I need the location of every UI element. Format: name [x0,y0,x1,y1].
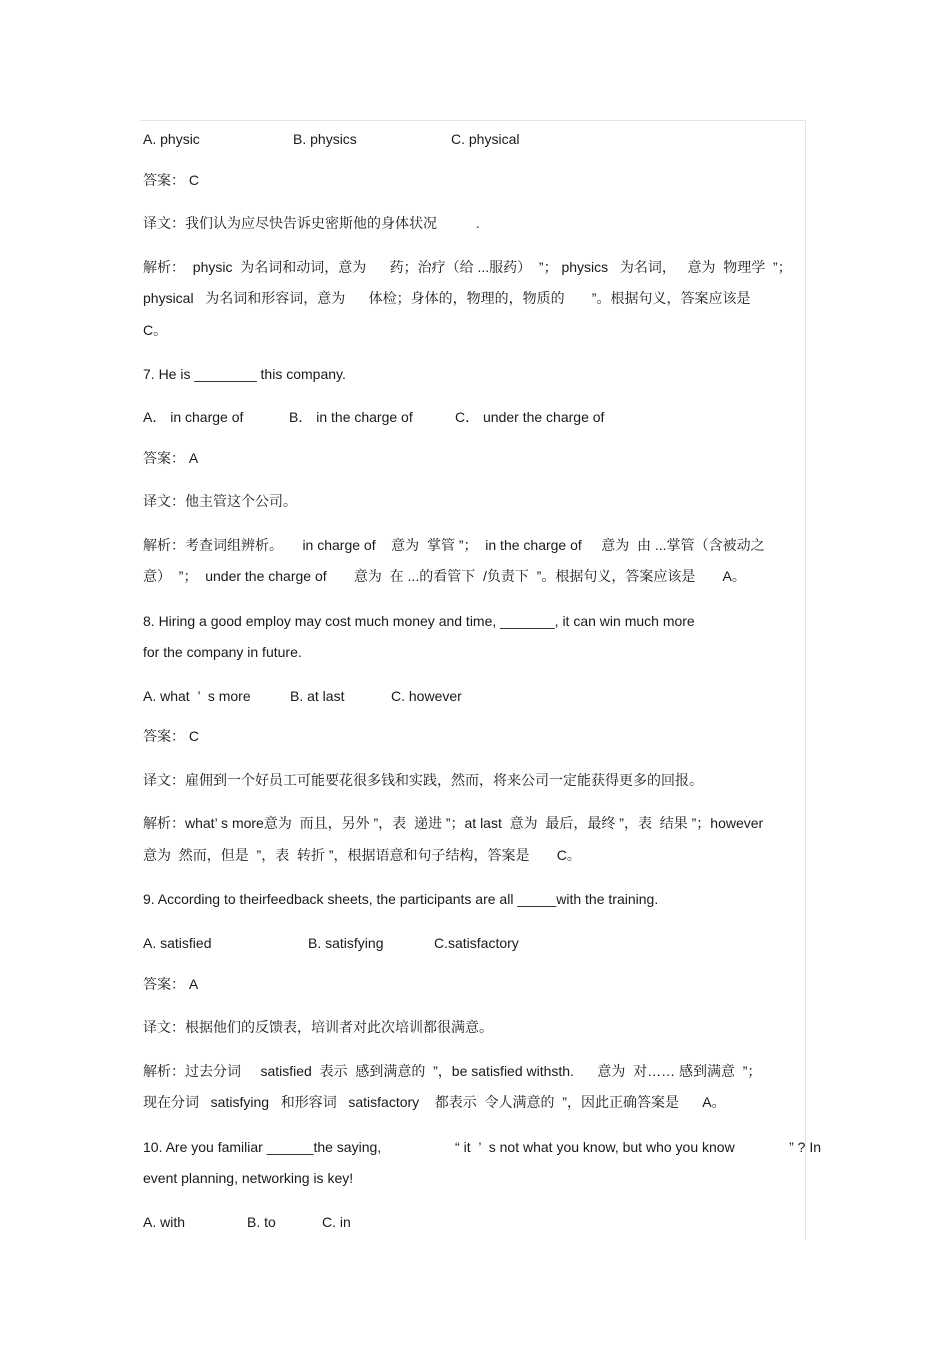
q8-translation: 译文：雇佣到一个好员工可能要花很多钱和实践，然而，将来公司一定能获得更多的回报。 [143,772,703,788]
q8-option-b: B. at last [290,688,345,704]
q9-answer: 答案： A [143,976,199,992]
q7-analysis-line-2: 意） ”； under the charge of 意为 在 ...的看管下 /负责下 ”。根据句义，答案应该是 A。 [143,568,746,584]
q9-option-c: C.satisfactory [434,935,519,951]
q9-question: 9. According to theirfeedback sheets, the participants are all _____with the training. [143,891,659,907]
q6-option-c: C. physical [451,131,520,147]
q6-option-a: A. physic [143,131,200,147]
q9-analysis-line-1: 解析：过去分词 satisfied 表示 感到满意的 ”，be satisfied withsth. 意为 对…… 感到满意 ”； [143,1063,762,1079]
q6-translation: 译文：我们认为应尽快告诉史密斯他的身体状况 . [143,215,480,231]
q10-question-line-1: 10. Are you familiar ______the saying, “ it ’ s not what you know, but who you know ” ? In [143,1139,822,1155]
q6-option-b: B. physics [293,131,357,147]
q8-option-a: A. what ’ s more [143,688,251,704]
q7-analysis-line-1: 解析：考查词组辨析。 in charge of 意为 掌管 ”； in the charge of 意为 由 ...掌管（含被动之 [143,537,765,553]
q8-question-line-1: 8. Hiring a good employ may cost much money and time, _______, it can win much more [143,613,695,629]
q9-options [143,934,743,952]
q7-options [143,408,743,426]
q10-options [143,1213,743,1231]
q7-question: 7. He is ________ this company. [143,366,346,382]
q7-translation: 译文：他主管这个公司。 [143,493,297,509]
q10-option-a: A. with [143,1214,186,1230]
q8-answer: 答案： C [143,728,199,744]
q8-question-line-2: for the company in future. [143,644,302,660]
q10-option-b: B. to [247,1214,276,1230]
q7-option-c: C． under the charge of [455,409,605,425]
q7-option-b: B． in the charge of [289,409,413,425]
q8-option-c: C. however [391,688,462,704]
q6-options [143,130,743,148]
q6-analysis-line-2: physical 为名词和形容词，意为 体检；身体的，物理的，物质的 ”。根据句义，答案应该是 [143,290,751,306]
q6-answer: 答案： C [143,172,199,188]
q10-option-c: C. in [322,1214,351,1230]
q7-option-a: A． in charge of [143,409,244,425]
q10-question-line-2: event planning, networking is key! [143,1170,354,1186]
q6-analysis-line-1: 解析： physic 为名词和动词，意为 药；治疗（给 ...服药） ”； physics 为名词， 意为 物理学 ”； [143,259,792,275]
q8-analysis-line-2: 意为 然而，但是 ”，表 转折 ”，根据语意和句子结构，答案是 C。 [143,847,581,863]
q6-analysis-line-3: C。 [143,322,168,338]
q8-analysis-line-1: 解析：what’ s more意为 而且，另外 ”，表 递进 ”；at last 意为 最后，最终 ”，表 结果 ”；however [143,815,764,831]
q9-option-a: A. satisfied [143,935,212,951]
q9-translation: 译文：根据他们的反馈表，培训者对此次培训都很满意。 [143,1019,493,1035]
q9-option-b: B. satisfying [308,935,384,951]
q7-answer: 答案： A [143,450,199,466]
q8-options [143,687,743,705]
q9-analysis-line-2: 现在分词 satisfying 和形容词 satisfactory 都表示 令人满意的 ”，因此正确答案是 A。 [143,1094,726,1110]
